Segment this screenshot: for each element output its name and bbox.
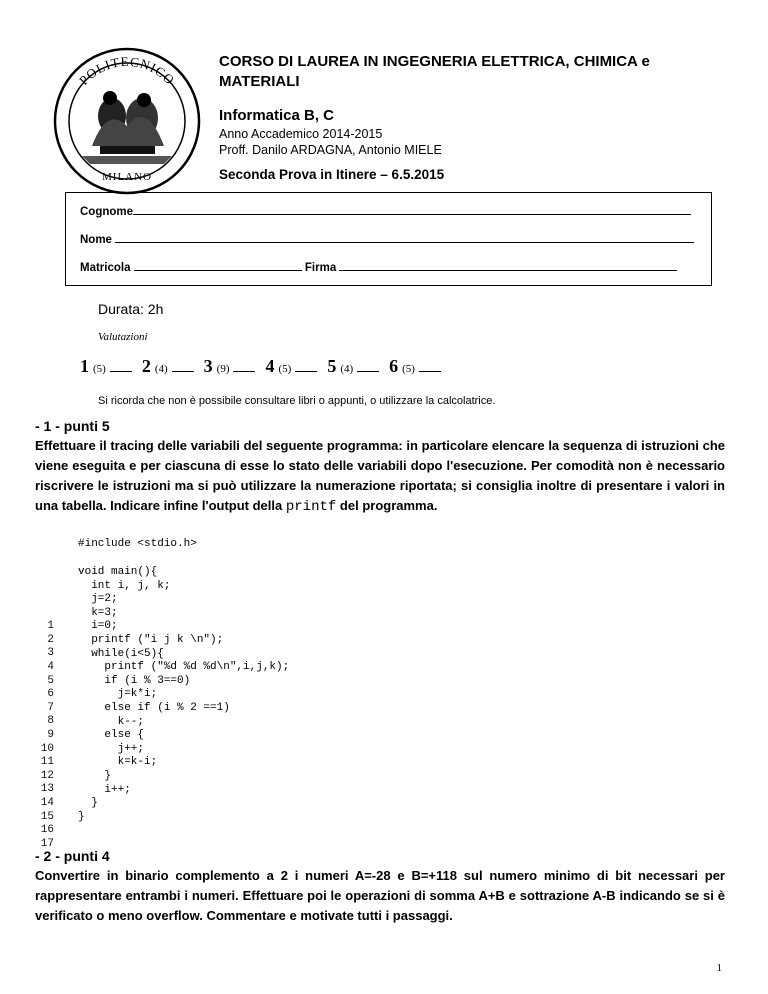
question-1-text: Effettuare il tracing delle variabili del seguente programma: in particolare elencare la sequenza di istruzioni che viene eseguita e per ciascuna di esse lo stato delle variabili dopo l'esecuzione. Per comodità non è necessario riscrivere le istruzioni ma si può utilizzare la numerazione riportata; si consiglia inoltre di presentare i valori in una tabella. Indicare infine l'output della: [35, 438, 725, 513]
code-block: [78, 566, 289, 824]
cognome-field[interactable]: Cognome: [80, 205, 691, 218]
code-line: int i, j, k;: [78, 579, 171, 592]
score-number: 3: [203, 356, 213, 376]
valutazioni-label: Valutazioni: [98, 331, 148, 343]
score-number: 2: [141, 356, 151, 376]
question-1: - 1 - punti 5 Effettuare il tracing delle variabili del seguente programma: in particolare elencare la sequenza di istruzioni che viene eseguita e per ciascuna di esse lo stato delle variabili dopo l'esecuzione. Per comodità non è necessario riscrivere le istruzioni ma si può utilizzare la numerazione riportata; si consiglia inoltre di presentare i valori in una tabella. Indicare infine l'output della printf del programma.: [35, 418, 725, 515]
code-line: i++;: [78, 783, 131, 796]
printf-keyword: printf: [285, 499, 337, 515]
code-line-numbers: 1 2 3 4 5 6 7 8 9 10 11 12 13 14 15 16 17: [40, 620, 54, 850]
page-number: 1: [716, 962, 722, 974]
code-line: i=0;: [78, 620, 118, 633]
score-number: 6: [389, 356, 399, 376]
svg-text:POLITECNICO: POLITECNICO: [75, 53, 178, 88]
code-line: else {: [78, 729, 145, 742]
code-line: void main(){: [78, 566, 158, 578]
code-line: printf ("i j k \n");: [78, 633, 224, 646]
svg-text:MILANO: MILANO: [102, 171, 152, 183]
academic-year: Anno Accademico 2014-2015: [219, 127, 383, 141]
code-line: }: [78, 810, 85, 823]
code-line: j++;: [78, 742, 145, 755]
nome-field[interactable]: Nome: [80, 233, 694, 246]
code-line: if (i % 3==0): [78, 674, 191, 687]
code-line: j=k*i;: [78, 688, 158, 701]
question-2-text: Convertire in binario complemento a 2 i numeri A=-28 e B=+118 sul numero minimo di bit necessari per rappresentare entrambi i numeri. Effettuare poi le operazioni di somma A+B e sottrazione A-B indicando se si è verificato o meno overflow. Commentare e motivate tutti i passaggi.: [35, 868, 725, 923]
code-line: printf ("%d %d %d\n",i,j,k);: [78, 661, 290, 674]
code-include: #include <stdio.h>: [78, 538, 197, 550]
score-number: 4: [265, 356, 275, 376]
professors: Proff. Danilo ARDAGNA, Antonio MIELE: [219, 143, 442, 157]
firma-field: [339, 261, 677, 271]
politecnico-seal-logo: [52, 46, 202, 196]
code-line: j=2;: [78, 593, 118, 606]
code-line: while(i<5){: [78, 647, 164, 660]
code-line: else if (i % 2 ==1): [78, 701, 230, 714]
score-number: 1: [80, 356, 89, 376]
course-name: Informatica B, C Anno Accademico 2014-2015 Proff. Danilo ARDAGNA, Antonio MIELE: [219, 107, 442, 157]
code-line: k=3;: [78, 606, 118, 619]
code-line: }: [78, 797, 98, 810]
matricola-field[interactable]: Matricola Firma: [80, 261, 677, 274]
student-info-box: [65, 192, 712, 286]
exam-title: Seconda Prova in Itinere – 6.5.2015: [219, 167, 445, 182]
code-line: k=k-i;: [78, 756, 158, 769]
duration: Durata: 2h: [98, 301, 164, 317]
exam-note: Si ricorda che non è possibile consultare libri o appunti, o utilizzare la calcolatrice.: [98, 395, 496, 407]
question-2: [35, 846, 725, 926]
code-line: k--;: [78, 715, 145, 728]
question-2-heading: - 2 - punti 4: [35, 848, 110, 864]
question-1-heading: - 1 - punti 5: [35, 418, 110, 434]
code-line: }: [78, 769, 112, 782]
score-number: 5: [327, 356, 337, 376]
firma-label: Firma: [304, 262, 337, 274]
score-row: 1 (5) 2 (4) 3 (9) 4 (5) 5 (4) 6 (5): [80, 356, 447, 377]
course-title: CORSO DI LAUREA IN INGEGNERIA ELETTRICA, CHIMICA e MATERIALI: [219, 53, 650, 90]
